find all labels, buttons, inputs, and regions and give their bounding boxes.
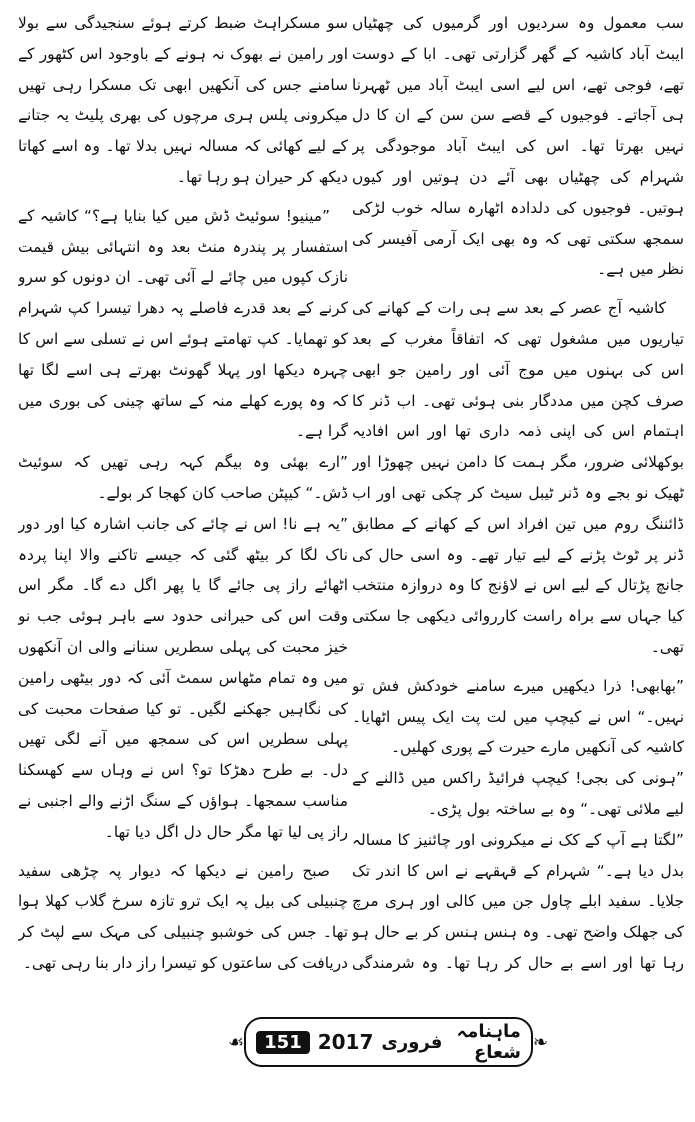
paragraph: سو مسکراہٹ ضبط کرتے ہوئے سنجیدگی سے بولا اور رامین نے بھوک نہ ہونے کے باوجود اس کٹھور کے سامنے جس کی آنکھیں ابھی تک مسکرا رہی تھیں میکرونی پلس ہری مرچوں کی بھری پلیٹ یہ جتانے کے لیے کھائی کہ مسالہ نہیں بدلا تھا۔ وہ اسے کھاتا دیکھ کر حیران ہو رہا تھا۔ — [18, 14, 348, 186]
left-text-column — [18, 8, 348, 972]
paragraph: سب معمول وہ سردیوں اور گرمیوں کی چھٹیاں ایبٹ آباد کاشیہ کے گھر گزارتی تھی۔ ابا کے دوست تھے، فوجی تھے، اس لیے اسی ایبٹ آباد میں ٹھہرنا ہی آجاتے۔ فوجیوں کے قصے سن سن کے ان کا دل نہیں بھرتا تھا۔ اس کی ایبٹ آباد موجودگی پر شہرام کی چھٹیاں بھی آئے دن ہوتیں اور کیوں ہوتیں۔ فوجیوں کی دلدادہ اٹھارہ سالہ خوب لڑکی سمجھ سکتی تھی کہ وہ بھی ایک آرمی آفیسر کی نظر میں ہے۔ — [352, 14, 684, 279]
paragraph: ”بھابھی! ذرا دیکھیں میرے سامنے خودکش فش تو نہیں۔“ اس نے کیچپ میں لت پت ایک پیس اٹھایا۔ کاشیہ کی آنکھیں مارے حیرت کے پوری کھلیں۔ — [352, 676, 684, 757]
page-number: 151 — [256, 1031, 310, 1054]
paragraph: ”ہونی کی بجی! کیچپ فرائیڈ راکس میں ڈالنے کے لیے ملائی تھی۔“ وہ بے ساختہ بول پڑی۔ — [352, 769, 684, 818]
right-text-column — [352, 8, 684, 972]
paragraph: ”مینیو! سوئیٹ ڈش میں کیا بنایا ہے؟“ کاشیہ کے استفسار پر پندرہ منٹ بعد وہ انتہائی بیش قیمت نازک کپوں میں چائے لے آئی تھی۔ ان دونوں کو سرو کرنے کے بعد قدرے فاصلے پہ دھرا تیسرا کپ شہرام کو تھمایا۔ کپ تھامتے ہوئے اس نے تسلی سے اس کا چہرہ دیکھا اور پہلا گھونٹ بھرتے ہی اسے لگا تھا کہ وہ پورے کھلے منہ کے ساتھ چینی کی بوری میں گرا ہے۔ — [18, 206, 348, 441]
issue-year: 2017 — [317, 1030, 374, 1054]
paragraph: ”یہ ہے نا! اس نے چائے کی جانب اشارہ کیا اور دور ناک لگا کر بیٹھ گئی کہ جیسے تاکنے والا اپنا پردہ اٹھائے راز پی جائے گا یا پھر اگل دے گا۔ مگر اس وقت اس کی حیرانی حدود سے باہر ہوئی جب نو خیز محبت کی پہلی سطریں سنانے والی ان آنکھوں میں وہ تمام مٹھاس سمٹ آئی کہ دور بیٹھی رامین کی نگاہیں جھکنے لگیں۔ تو کیا صفحات محبت کی پہلی سطریں اس کی سمجھ میں آنے لگی تھیں دل۔ بے طرح دھڑکا تو؟ اس نے وہاں سے کھسکنا مناسب سمجھا۔ ہواؤں کے سنگ اڑنے والے اجنبی نے راز پی لیا تھا مگر حال دل اگل دیا تھا۔ — [18, 514, 348, 841]
magazine-name: ماہنامہ شعاع — [456, 1021, 521, 1063]
paragraph: ”ارے بھئی وہ بیگم کہہ رہی تھیں کہ سوئیٹ ڈش۔“ کیپٹن صاحب کان کھجا کر بولے۔ — [18, 453, 348, 502]
page-footer — [228, 1022, 548, 1062]
paragraph: ”لگتا ہے آپ کے کک نے میکرونی اور چائنیز کا مسالہ بدل دیا ہے۔“ شہرام کے قہقہے نے اس کا اندر تک جلایا۔ سفید ابلے چاول جن میں کالی اور ہری مرچ کی جھلک واضح تھی۔ وہ ہنس ہنس کر بے حال ہو رہا تھا اور اسے بے حال کر رہا تھا۔ وہ شرمندگی — [352, 830, 684, 972]
footer-band — [244, 1017, 533, 1067]
ornament-icon: ☙ — [228, 1031, 245, 1053]
paragraph: کاشیہ آج عصر کے بعد سے ہی رات کے کھانے کی تیاریوں میں مشغول تھی کہ اتفاقاً مغرب کے بعد اس کی بہنوں میں موج آئی اور رامین جو ابھی صرف کچن میں مددگار بنی ہوئی تھی۔ اب ڈنر کا اہتمام اس کی اپنی ذمہ داری تھا اور اس افادیہ بوکھلائی ضرور، مگر ہمت کا دامن نہیں چھوڑا اور ٹھیک نو بجے وہ ڈنر ٹیبل سیٹ کر چکی تھی اور اب ڈائننگ روم میں تین افراد اس کے کھانے کے مطابق ڈنر پر ٹوٹ پڑنے کے لیے تیار تھے۔ وہ اسی حال کی جانچ پڑتال کے لیے اس نے لاؤنج کا وہ دروازہ منتخب کیا جہاں سے براہ راست کارروائی دیکھی جا سکتی تھی۔ — [352, 299, 684, 656]
issue-month: فروری — [381, 1031, 443, 1053]
paragraph: صبح رامین نے دیکھا کہ دیوار پہ چڑھی سفید چنبیلی کی بیل پہ ایک ترو تازہ سرخ گلاب کھلا ہوا تھا۔ جس کی خوشبو چنبیلی کی مہک سے لپٹ کر دریافت کی ساعتوں کو تیسرا راز دار بنا رہی تھی۔ — [18, 861, 348, 972]
ornament-icon: ❧ — [532, 1031, 548, 1053]
